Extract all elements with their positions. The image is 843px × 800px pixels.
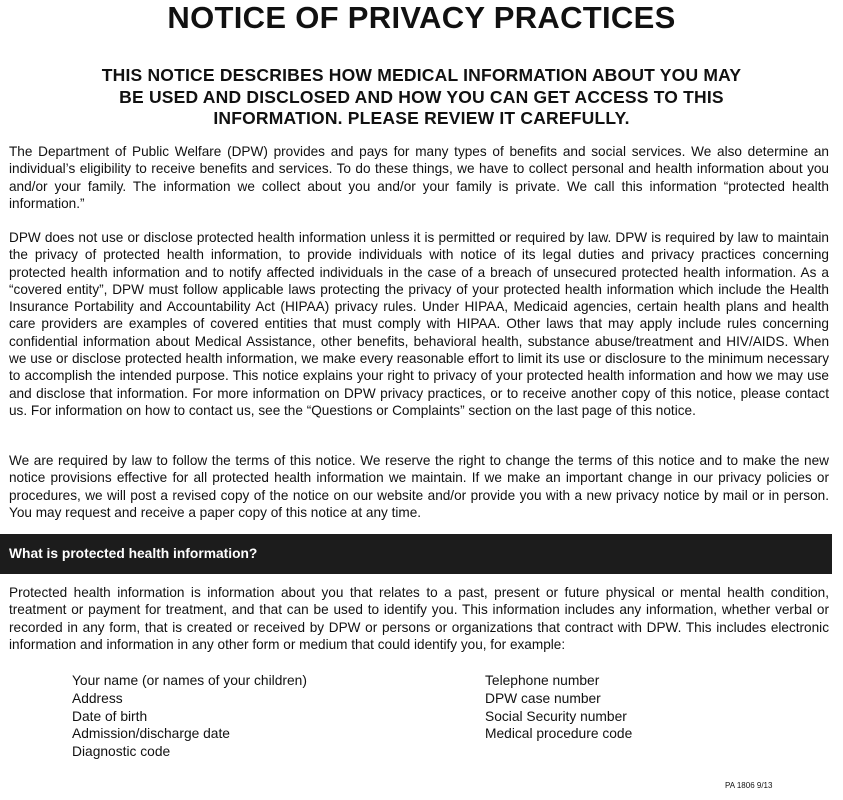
list-item: DPW case number — [485, 690, 601, 706]
list-item: Address — [72, 690, 123, 706]
terms-paragraph: We are required by law to follow the terms of this notice. We reserve the right to change the terms of this notice and to make the new notice provisions effective for all protected health information we maintain. If we make an important change in our privacy policies or procedures, we will post a revised copy of the notice on our website and/or provide you with a new privacy notice by mail or in person. You may request and receive a paper copy of this notice at any time. — [9, 453, 829, 520]
page-title: NOTICE OF PRIVACY PRACTICES — [167, 0, 676, 35]
form-code: PA 1806 9/13 — [725, 781, 773, 790]
subtitle-line: INFORMATION. PLEASE REVIEW IT CAREFULLY. — [213, 108, 630, 128]
intro-paragraph: The Department of Public Welfare (DPW) provides and pays for many types of benefits and social services. We also determine an individual’s eligibility to receive benefits and services. To do these things, we have to collect personal and health information about you and/or your family. The information we collect about you and/or your family is private. We call this information “protected health information.” — [9, 144, 829, 211]
subtitle-line: THIS NOTICE DESCRIBES HOW MEDICAL INFORMATION ABOUT YOU MAY — [101, 65, 742, 85]
section-heading: What is protected health information? — [9, 546, 258, 561]
list-item: Medical procedure code — [485, 726, 633, 742]
section-body-paragraph: Protected health information is information about you that relates to a past, present or future physical or mental health condition, treatment or payment for treatment, and that can be used to identify you. This information includes any information, whether verbal or recorded in any form, that is created or received by DPW or persons or organizations that contract with DPW. This includes electronic information and information in any other form or medium that could identify you, for example: — [9, 585, 829, 652]
subtitle-line: BE USED AND DISCLOSED AND HOW YOU CAN GET ACCESS TO THIS — [119, 86, 724, 107]
list-item: Date of birth — [72, 708, 148, 724]
list-item: Admission/discharge date — [72, 726, 230, 742]
examples-right-list — [485, 672, 632, 743]
list-item: Your name (or names of your children) — [72, 673, 307, 688]
examples-left-list — [72, 672, 307, 761]
legal-duties-paragraph: DPW does not use or disclose protected health information unless it is permitted or required by law. DPW is required by law to maintain the privacy of protected health information, to provide individuals with notice of its legal duties and privacy practices concerning protected health information and to notify affected individuals in the case of a breach of unsecured protected health information. As a “covered entity”, DPW must follow applicable laws protecting the privacy of your protected health information which include the Health Insurance Portability and Accountability Act (HIPAA) privacy rules. Under HIPAA, Medicaid agencies, certain health plans and health care providers are examples of covered entities that must comply with HIPAA. Other laws that may apply include rules concerning confidential information about Medical Assistance, other benefits, behavioral health, substance abuse/treatment and HIV/AIDS. When we use or disclose protected health information, we make every reasonable effort to limit its use or disclosure to the minimum necessary to accomplish the intended purpose. This notice explains your right to privacy of your protected health information and how we may use and disclose that information. For more information on DPW privacy practices, or to receive another copy of this notice, please contact us. For information on how to contact us, see the “Questions or Complaints” section on the last page of this notice. — [9, 230, 829, 418]
list-item: Diagnostic code — [72, 744, 171, 760]
list-item: Telephone number — [485, 673, 600, 688]
list-item: Social Security number — [485, 708, 627, 724]
section-heading-bar — [0, 534, 832, 574]
notice-subtitle — [40, 65, 803, 130]
